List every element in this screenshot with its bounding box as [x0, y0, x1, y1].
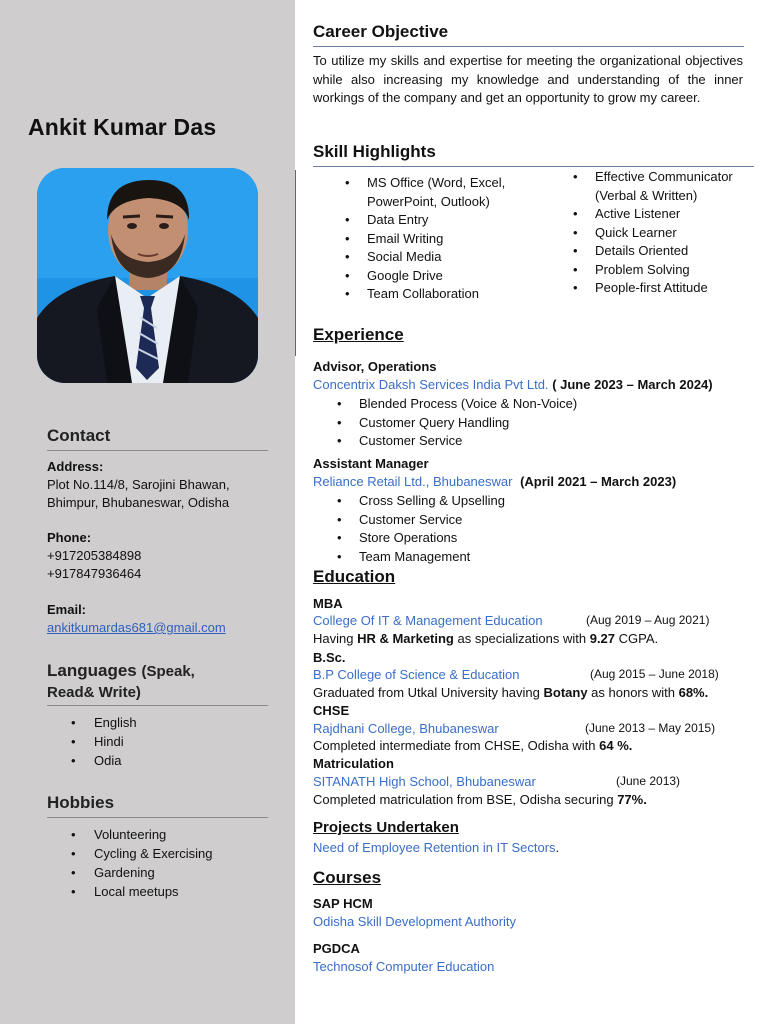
hobby-item: • Local meetups	[47, 882, 213, 901]
course-provider: Odisha Skill Development Authority	[313, 914, 517, 929]
language-item: • English	[47, 713, 137, 732]
hobbies-divider	[47, 817, 268, 818]
skills-divider	[313, 166, 754, 167]
duty-item: • Store Operations	[335, 529, 715, 548]
vertical-divider	[295, 170, 296, 356]
edu-degree: Matriculation	[313, 756, 394, 771]
skills-heading: Skill Highlights	[313, 142, 436, 161]
duty-item: • Team Management	[335, 548, 715, 567]
skill-item: • Data Entry	[343, 211, 523, 230]
edu-detail: Completed intermediate from CHSE, Odisha with 64 %.	[313, 738, 633, 753]
skill-item: • Team Collaboration	[343, 285, 523, 304]
job-dates: ( June 2023 – March 2024)	[552, 377, 713, 392]
language-item: • Odia	[47, 751, 137, 770]
edu-institution: Rajdhani College, Bhubaneswar	[313, 721, 499, 736]
skill-item: • MS Office (Word, Excel, PowerPoint, Outlook)	[343, 174, 523, 211]
edu-dates: (Aug 2015 – June 2018)	[590, 667, 719, 681]
edu-institution: B.P College of Science & Education	[313, 667, 520, 682]
objective-heading: Career Objective	[313, 22, 449, 41]
job-role: Advisor, Operations	[313, 359, 437, 374]
contact-heading: Contact	[47, 426, 111, 445]
profile-photo	[37, 168, 258, 383]
phone-1: +917205384898	[47, 548, 142, 563]
skills-list-right	[571, 168, 751, 298]
duty-item: • Customer Service	[335, 432, 715, 451]
duty-item: • Customer Service	[335, 511, 715, 530]
edu-degree: MBA	[313, 596, 343, 611]
skill-item: • People-first Attitude	[571, 279, 751, 298]
edu-dates: (June 2013 – May 2015)	[585, 721, 716, 735]
course-name: PGDCA	[313, 941, 360, 956]
email-link[interactable]: ankitkumardas681@gmail.com	[47, 620, 226, 635]
phone-label: Phone:	[47, 530, 92, 545]
edu-dates: (Aug 2019 – Aug 2021)	[586, 613, 710, 627]
skill-item: • Details Oriented	[571, 242, 751, 261]
language-item: • Hindi	[47, 732, 137, 751]
job-org	[313, 474, 676, 489]
duty-item: • Customer Query Handling	[335, 414, 715, 433]
objective-text: To utilize my skills and expertise for meeting the organizational objectives while also increasing my knowledge and understanding of the inner workings of the company and get an opportunity to grow my career.	[313, 53, 743, 105]
phone-2: +917847936464	[47, 566, 142, 581]
job-org-name: Reliance Retail Ltd., Bhubaneswar	[313, 474, 513, 489]
duty-item: • Blended Process (Voice & Non-Voice)	[335, 395, 715, 414]
edu-detail: Completed matriculation from BSE, Odisha securing 77%.	[313, 792, 647, 807]
edu-institution: College Of IT & Management Education	[313, 613, 543, 628]
projects-heading: Projects Undertaken	[313, 819, 459, 836]
email-label: Email:	[47, 602, 87, 617]
job-role: Assistant Manager	[313, 456, 429, 471]
contact-divider	[47, 450, 268, 451]
edu-detail: Graduated from Utkal University having Botany as honors with 68%.	[313, 685, 709, 700]
languages-heading	[47, 661, 195, 681]
edu-degree: B.Sc.	[313, 650, 346, 665]
hobbies-heading: Hobbies	[47, 793, 115, 812]
hobby-item: • Cycling & Exercising	[47, 844, 213, 863]
job-duties	[335, 492, 715, 566]
job-org	[313, 377, 713, 392]
address-line-2: Bhimpur, Bhubaneswar, Odisha	[47, 495, 230, 510]
course-provider: Technosof Computer Education	[313, 959, 495, 974]
job-org-name: Concentrix Daksh Services India Pvt Ltd.	[313, 377, 549, 392]
address-label: Address:	[47, 459, 104, 474]
education-heading: Education	[313, 567, 396, 586]
skill-item: • Quick Learner	[571, 224, 751, 243]
languages-subtitle-2: Read& Write)	[47, 684, 141, 701]
edu-detail: Having HR & Marketing as specializations with 9.27 CGPA.	[313, 631, 659, 646]
address-line-1: Plot No.114/8, Sarojini Bhawan,	[47, 477, 230, 492]
candidate-name: Ankit Kumar Das	[28, 114, 217, 140]
skill-item: • Effective Communicator (Verbal & Written)	[571, 168, 751, 205]
skill-item: • Problem Solving	[571, 261, 751, 280]
main-content	[295, 0, 768, 1024]
skill-item: • Social Media	[343, 248, 523, 267]
job-dates: (April 2021 – March 2023)	[520, 474, 677, 489]
edu-dates: (June 2013)	[616, 774, 681, 788]
languages-title: Languages	[47, 661, 137, 680]
sidebar	[0, 0, 295, 1024]
profile-photo-image	[37, 168, 258, 383]
languages-subtitle-1: (Speak,	[141, 663, 195, 680]
skill-item: • Email Writing	[343, 230, 523, 249]
objective-divider	[313, 46, 744, 47]
edu-institution: SITANATH High School, Bhubaneswar	[313, 774, 536, 789]
duty-item: • Cross Selling & Upselling	[335, 492, 715, 511]
edu-degree: CHSE	[313, 703, 350, 718]
languages-divider	[47, 705, 268, 706]
project-item: Need of Employee Retention in IT Sectors.	[313, 840, 560, 855]
hobby-item: • Gardening	[47, 863, 213, 882]
languages-list	[47, 713, 137, 770]
hobbies-list	[47, 825, 213, 901]
skill-item: • Google Drive	[343, 267, 523, 286]
hobby-item: • Volunteering	[47, 825, 213, 844]
course-name: SAP HCM	[313, 896, 373, 911]
skill-item: • Active Listener	[571, 205, 751, 224]
courses-heading: Courses	[313, 868, 382, 887]
skills-list-left	[343, 174, 523, 304]
job-duties	[335, 395, 715, 451]
experience-heading: Experience	[313, 325, 404, 344]
